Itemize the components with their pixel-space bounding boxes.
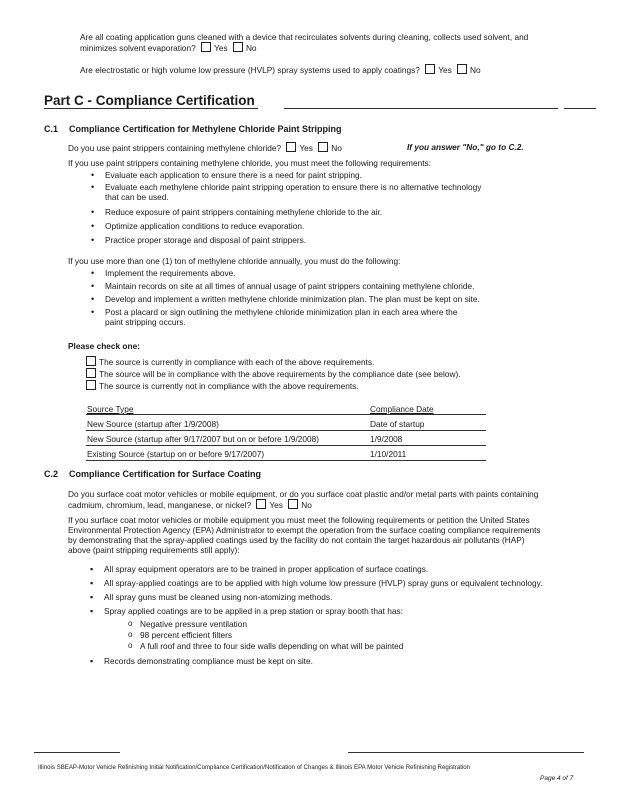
table-cell-date: 1/10/2011 (370, 449, 407, 459)
yes-label: Yes (269, 500, 283, 510)
table-cell-source: Existing Source (startup on or before 9/17/2007) (87, 449, 265, 459)
question-text: Are electrostatic or high volume low pressure (HVLP) spray systems used to apply coatings? (80, 65, 420, 75)
no-label: No (331, 143, 342, 153)
surface-coat-no-checkbox[interactable] (288, 499, 298, 509)
question-text: cadmium, chromium, lead, manganese, or nickel? (68, 500, 252, 510)
compliance-option (86, 368, 461, 379)
yes-label: Yes (214, 43, 228, 53)
requirement-item: • Reduce exposure of paint strippers containing methylene chloride to the air. (105, 207, 382, 217)
requirement-item: • Implement the requirements above. (105, 268, 236, 278)
requirement-item: • Evaluate each methylene chloride paint stripping operation to ensure there is no alternative technology (105, 182, 481, 192)
skip-instruction: If you answer "No," go to C.2. (407, 142, 524, 152)
table-header-compliance-date: Compliance Date (370, 404, 434, 414)
spray-systems-yes-checkbox[interactable] (425, 64, 435, 74)
table-row-rule (86, 460, 486, 461)
requirement-item: • Practice proper storage and disposal of paint strippers. (105, 235, 306, 245)
compliance-option (86, 356, 374, 367)
part-title-underline (44, 108, 258, 109)
section-title: Compliance Certification for Methylene Chloride Paint Stripping (69, 124, 342, 134)
question-gun-cleaning-line2 (80, 42, 257, 53)
check-one-label: Please check one: (68, 341, 140, 351)
requirement-item: ▪ All spray equipment operators are to be trained in proper application of surface coatings. (104, 564, 428, 574)
page-number: Page 4 of 7 (540, 775, 574, 782)
paragraph-line: If you surface coat motor vehicles or mobile equipment you must meet the following requirements or petition the United States (68, 515, 530, 525)
table-header-source-type: Source Type (87, 404, 134, 414)
paragraph-line: above (paint stripping requirements still apply): (68, 545, 240, 555)
requirement-item: • Develop and implement a written methylene chloride minimization plan. The plan must be kept on site. (105, 294, 480, 304)
question-text: minimizes solvent evaporation? (80, 43, 196, 53)
question-methylene-chloride (68, 142, 342, 153)
sub-requirement-item: o A full roof and three to four side walls depending on what will be painted (140, 641, 403, 651)
option-label: The source is currently not in compliance with the above requirements. (99, 381, 359, 391)
option-label: The source will be in compliance with the above requirements by the compliance date (see below). (99, 369, 461, 379)
section-number: C.2 (44, 469, 59, 479)
methylene-yes-checkbox[interactable] (286, 142, 296, 152)
footer-text: Illinois SBEAP-Motor Vehicle Refinishing Initial Notification/Compliance Certification/Notification of Changes & Illinois EPA Motor Vehicle Refinishing Registration (38, 764, 471, 771)
table-cell-source: New Source (startup after 9/17/2007 but on or before 1/9/2008) (87, 434, 319, 444)
table-row-rule (86, 430, 486, 431)
section-title: Compliance Certification for Surface Coating (69, 469, 262, 479)
paragraph-line: by demonstrating that the spray-applied coatings used by the facility do not contain the target hazardous air pollutants (HAP) (68, 535, 525, 545)
compliance-not-checkbox[interactable] (86, 380, 96, 390)
signature-line-left (34, 752, 120, 753)
methylene-no-checkbox[interactable] (318, 142, 328, 152)
requirement-item: ▪ Records demonstrating compliance must be kept on site. (104, 656, 313, 666)
requirement-item: ▪ All spray-applied coatings are to be applied with high volume low pressure (HVLP) spray guns or equivalent technology. (104, 578, 542, 588)
table-cell-date: Date of startup (370, 419, 425, 429)
option-label: The source is currently in compliance with each of the above requirements. (99, 357, 375, 367)
requirement-item-cont: that can be used. (105, 192, 169, 202)
requirements-intro-2: If you use more than one (1) ton of methylene chloride annually, you must do the following: (68, 256, 401, 266)
part-divider-line-end (564, 108, 596, 109)
question-gun-cleaning-line1: Are all coating application guns cleaned with a device that recirculates solvents during cleaning, collects used solvent, and (80, 32, 529, 42)
requirement-item: • Optimize application conditions to reduce evaporation. (105, 221, 304, 231)
question-spray-systems (80, 64, 481, 75)
no-label: No (301, 500, 312, 510)
question-text: Do you use paint strippers containing methylene chloride? (68, 143, 282, 153)
gun-cleaning-no-checkbox[interactable] (233, 42, 243, 52)
requirement-item: • Maintain records on site at all times of annual usage of paint strippers containing methylene chloride. (105, 281, 474, 291)
sub-requirement-item: o Negative pressure ventilation (140, 619, 247, 629)
no-label: No (470, 65, 481, 75)
spray-systems-no-checkbox[interactable] (457, 64, 467, 74)
compliance-future-checkbox[interactable] (86, 368, 96, 378)
requirement-item: • Post a placard or sign outlining the methylene chloride minimization plan in each area where the (105, 307, 457, 317)
requirements-intro: If you use paint strippers containing methylene chloride, you must meet the following requirements: (68, 158, 431, 168)
table-header-rule (86, 414, 486, 415)
sub-requirement-item: o 98 percent efficient filters (140, 630, 232, 640)
requirement-item-cont: paint stripping occurs. (105, 317, 186, 327)
yes-label: Yes (299, 143, 313, 153)
question-surface-coat-line2 (68, 499, 312, 510)
part-divider-line (284, 108, 558, 109)
gun-cleaning-yes-checkbox[interactable] (201, 42, 211, 52)
table-row-rule (86, 445, 486, 446)
table-cell-source: New Source (startup after 1/9/2008) (87, 419, 219, 429)
paragraph-line: Environmental Protection Agency (EPA) Administrator to exempt the operation from the surface coating compliance requirements (68, 525, 541, 535)
compliance-option (86, 380, 359, 391)
requirement-item: ▪ All spray guns must be cleaned using non-atomizing methods. (104, 592, 332, 602)
no-label: No (245, 43, 257, 53)
question-surface-coat-line1: Do you surface coat motor vehicles or mobile equipment, or do you surface coat plastic and/or metal parts with paints containing (68, 489, 539, 499)
requirement-item: • Evaluate each application to ensure there is a need for paint stripping. (105, 170, 362, 180)
compliance-current-checkbox[interactable] (86, 356, 96, 366)
section-number: C.1 (44, 124, 59, 134)
table-cell-date: 1/9/2008 (370, 434, 403, 444)
yes-label: Yes (438, 65, 452, 75)
surface-coat-yes-checkbox[interactable] (256, 499, 266, 509)
part-title: Part C - Compliance Certification (44, 93, 255, 108)
signature-line-right (348, 752, 584, 753)
requirement-item: ▪ Spray applied coatings are to be applied in a prep station or spray booth that has: (104, 606, 403, 616)
